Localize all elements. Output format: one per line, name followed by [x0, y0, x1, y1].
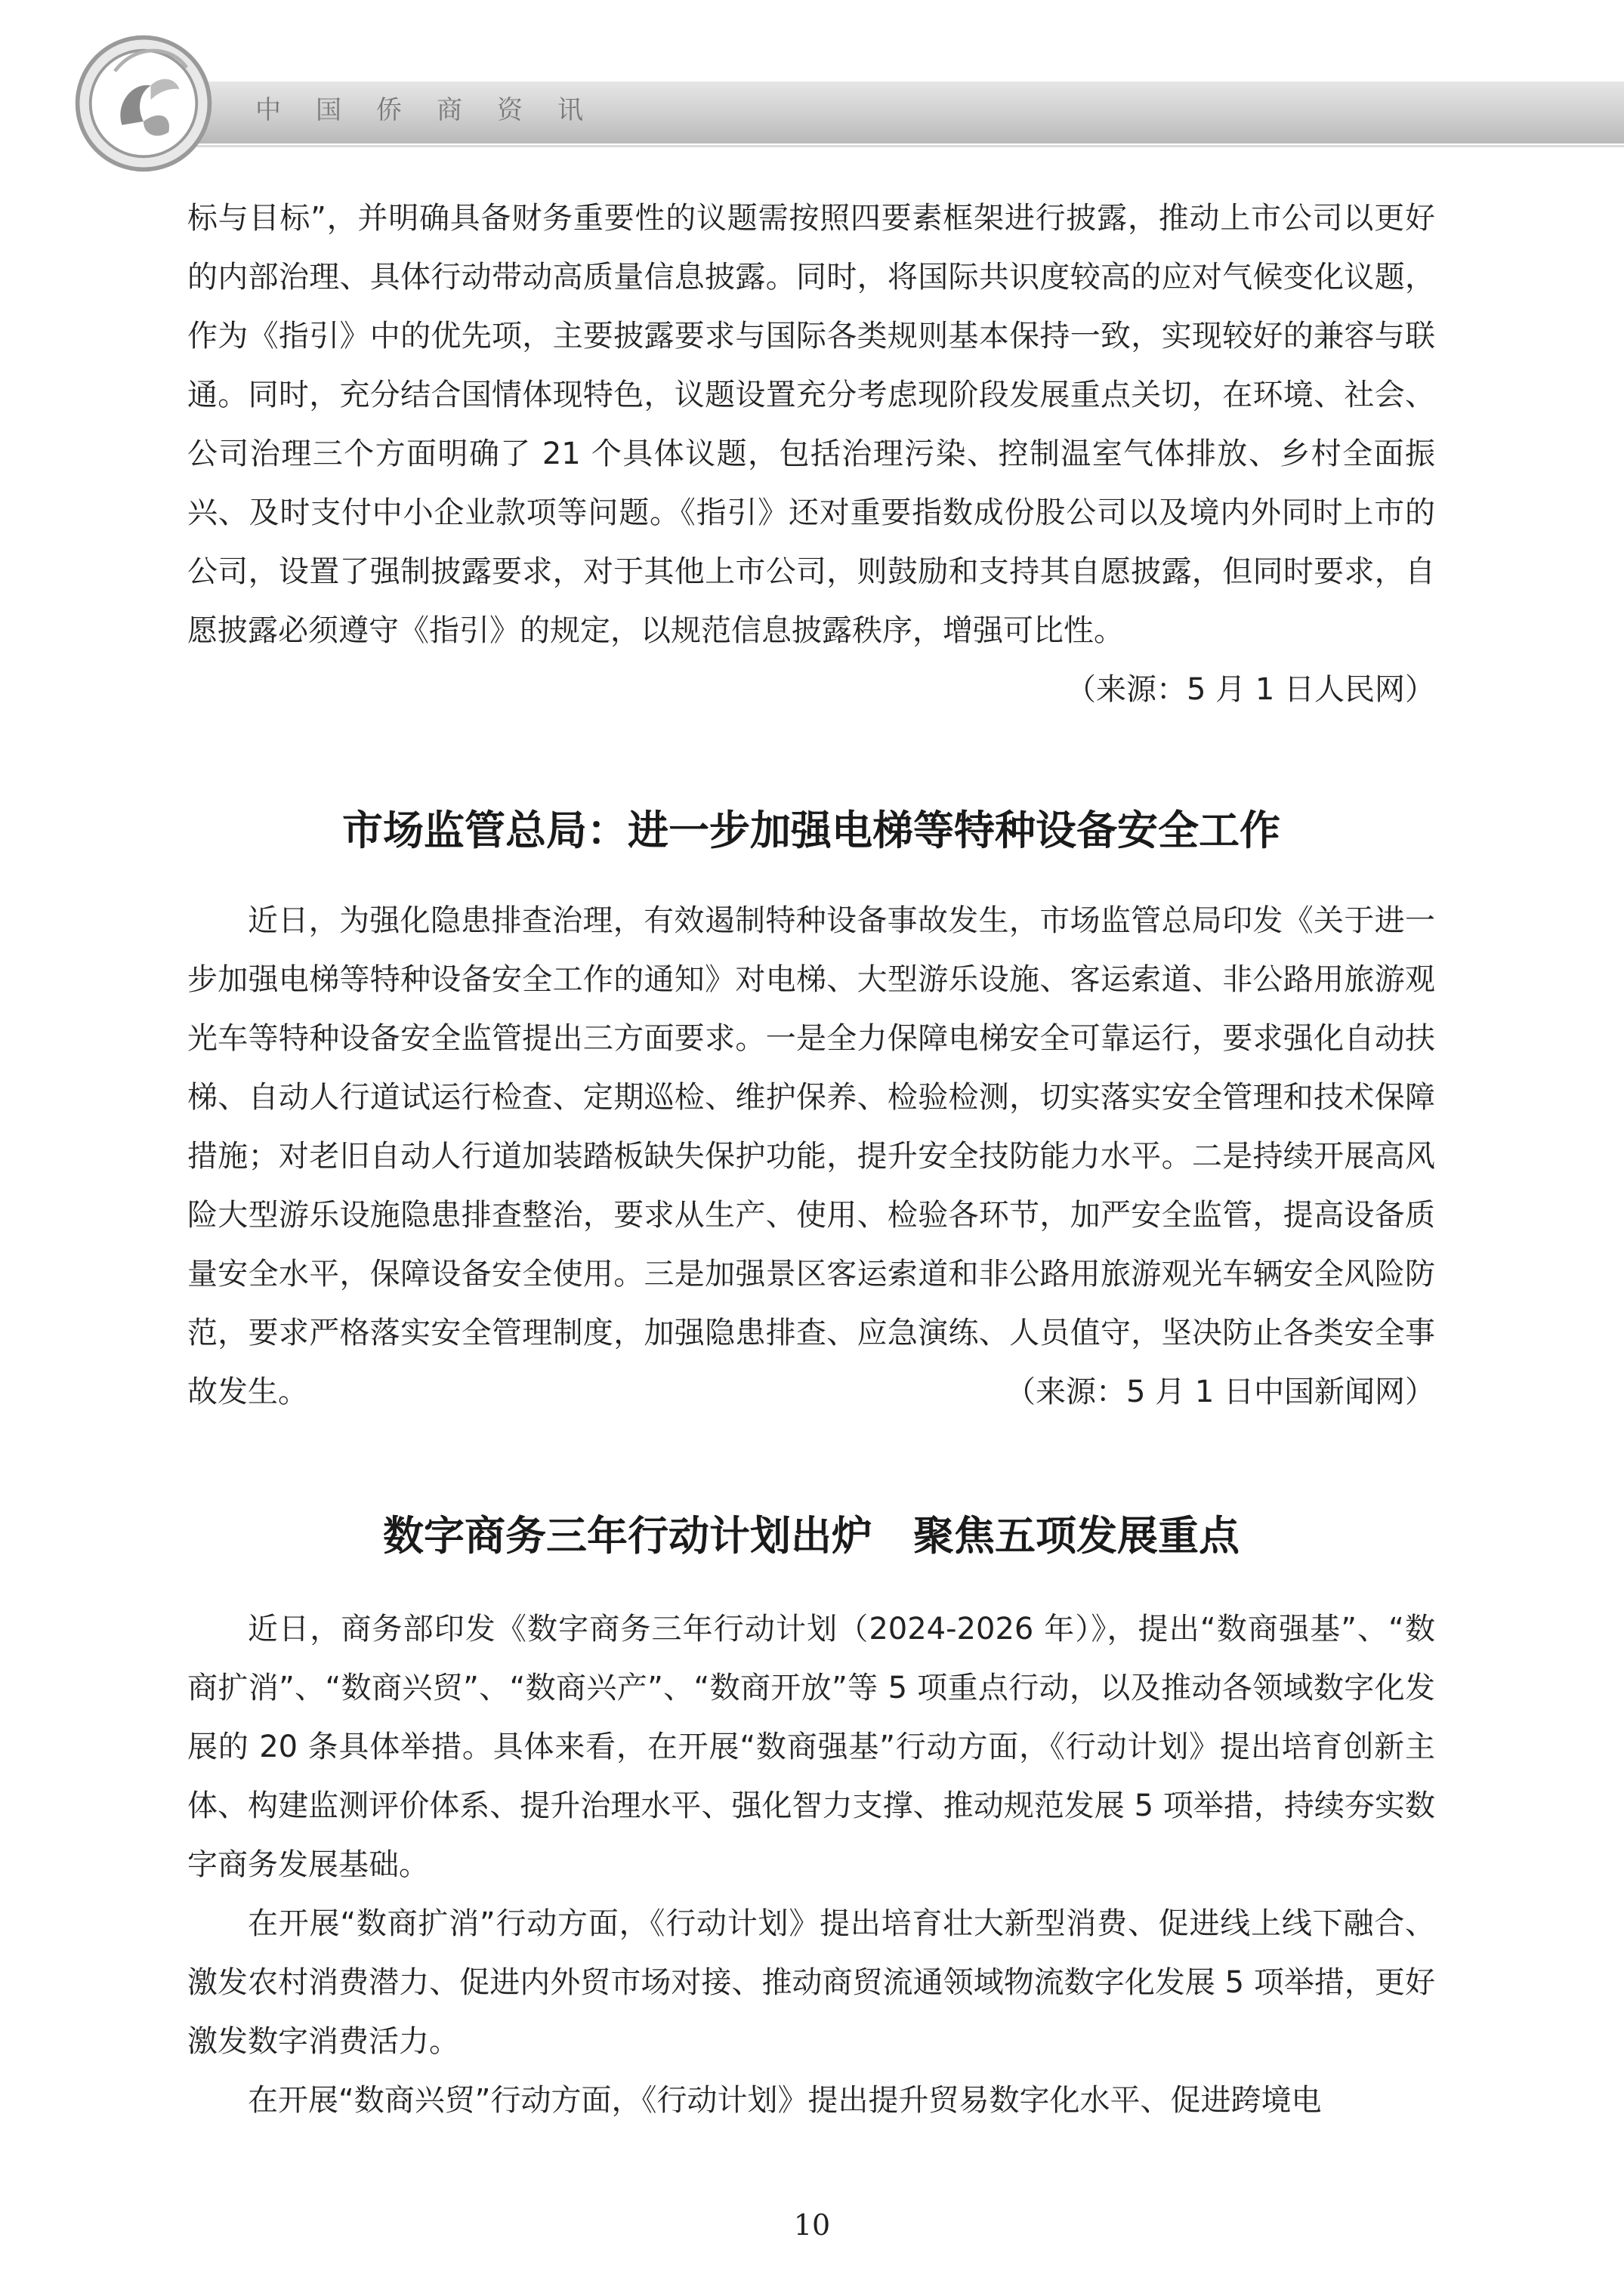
article-paragraph [187, 891, 1435, 1421]
article-paragraph: 标与目标”，并明确具备财务重要性的议题需按照四要素框架进行披露，推动上市公司以更好的内部治理、具体行动带动高质量信息披露。同时，将国际共识度较高的应对气候变化议题，作为《指引》中的优先项，主要披露要求与国际各类规则基本保持一致，实现较好的兼容与联通。同时，充分结合国情体现特色，议题设置充分考虑现阶段发展重点关切，在环境、社会、公司治理三个方面明确了 21 个具体议题，包括治理污染、控制温室气体排放、乡村全面振兴、及时支付中小企业款项等问题。《指引》还对重要指数成份股公司以及境内外同时上市的公司，设置了强制披露要求，对于其他上市公司，则鼓励和支持其自愿披露，但同时要求，自愿披露必须遵守《指引》的规定，以规范信息披露秩序，增强可比性。 [187, 201, 1435, 648]
publication-title: 中国侨商资讯 [255, 95, 618, 125]
article-continued [187, 189, 1435, 719]
article-special-equipment [187, 719, 1435, 1421]
source-citation: （来源：5 月 1 日中国新闻网） [1005, 1375, 1435, 1409]
page-number: 10 [793, 2208, 831, 2242]
article-digital-commerce [187, 1421, 1435, 2130]
article-title: 市场监管总局：进一步加强电梯等特种设备安全工作 [342, 807, 1280, 854]
article-title: 数字商务三年行动计划出炉 聚焦五项发展重点 [383, 1512, 1240, 1560]
article-body [187, 189, 1435, 2130]
header-divider [181, 145, 1624, 147]
federation-logo [72, 32, 215, 175]
article-paragraph: 在开展“数商扩消”行动方面，《行动计划》提出培育壮大新型消费、促进线上线下融合、激发农村消费潜力、促进内外贸市场对接、推动商贸流通领域物流数字化发展 5 项举措，更好激发数字消费活力。 [187, 1906, 1435, 2059]
article-paragraph: 近日，商务部印发《数字商务三年行动计划（2024-2026 年）》，提出“数商强基”、“数商扩消”、“数商兴贸”、“数商兴产”、“数商开放”等 5 项重点行动，以及推动各领域数字化发展的 20 条具体举措。具体来看，在开展“数商强基”行动方面，《行动计划》提出培育创新主体、构建监测评价体系、提升治理水平、强化智力支撑、推动规范发展 5 项举措，持续夯实数字商务发展基础。 [187, 1612, 1435, 1882]
article-paragraph-text: 近日，为强化隐患排查治理，有效遏制特种设备事故发生，市场监管总局印发《关于进一步加强电梯等特种设备安全工作的通知》对电梯、大型游乐设施、客运索道、非公路用旅游观光车等特种设备安全监管提出三方面要求。一是全力保障电梯安全可靠运行，要求强化自动扶梯、自动人行道试运行检查、定期巡检、维护保养、检验检测，切实落实安全管理和技术保障措施；对老旧自动人行道加装踏板缺失保护功能，提升安全技防能力水平。二是持续开展高风险大型游乐设施隐患排查整治，要求从生产、使用、检验各环节，加严安全监管，提高设备质量安全水平，保障设备安全使用。三是加强景区客运索道和非公路用旅游观光车辆安全风险防范，要求严格落实安全管理制度，加强隐患排查、应急演练、人员值守，坚决防止各类安全事故发生。 [187, 903, 1435, 1409]
page-header [0, 0, 1624, 189]
article-paragraph: 在开展“数商兴贸”行动方面，《行动计划》提出提升贸易数字化水平、促进跨境电 [248, 2083, 1322, 2118]
source-citation: （来源：5 月 1 日人民网） [1065, 672, 1435, 707]
